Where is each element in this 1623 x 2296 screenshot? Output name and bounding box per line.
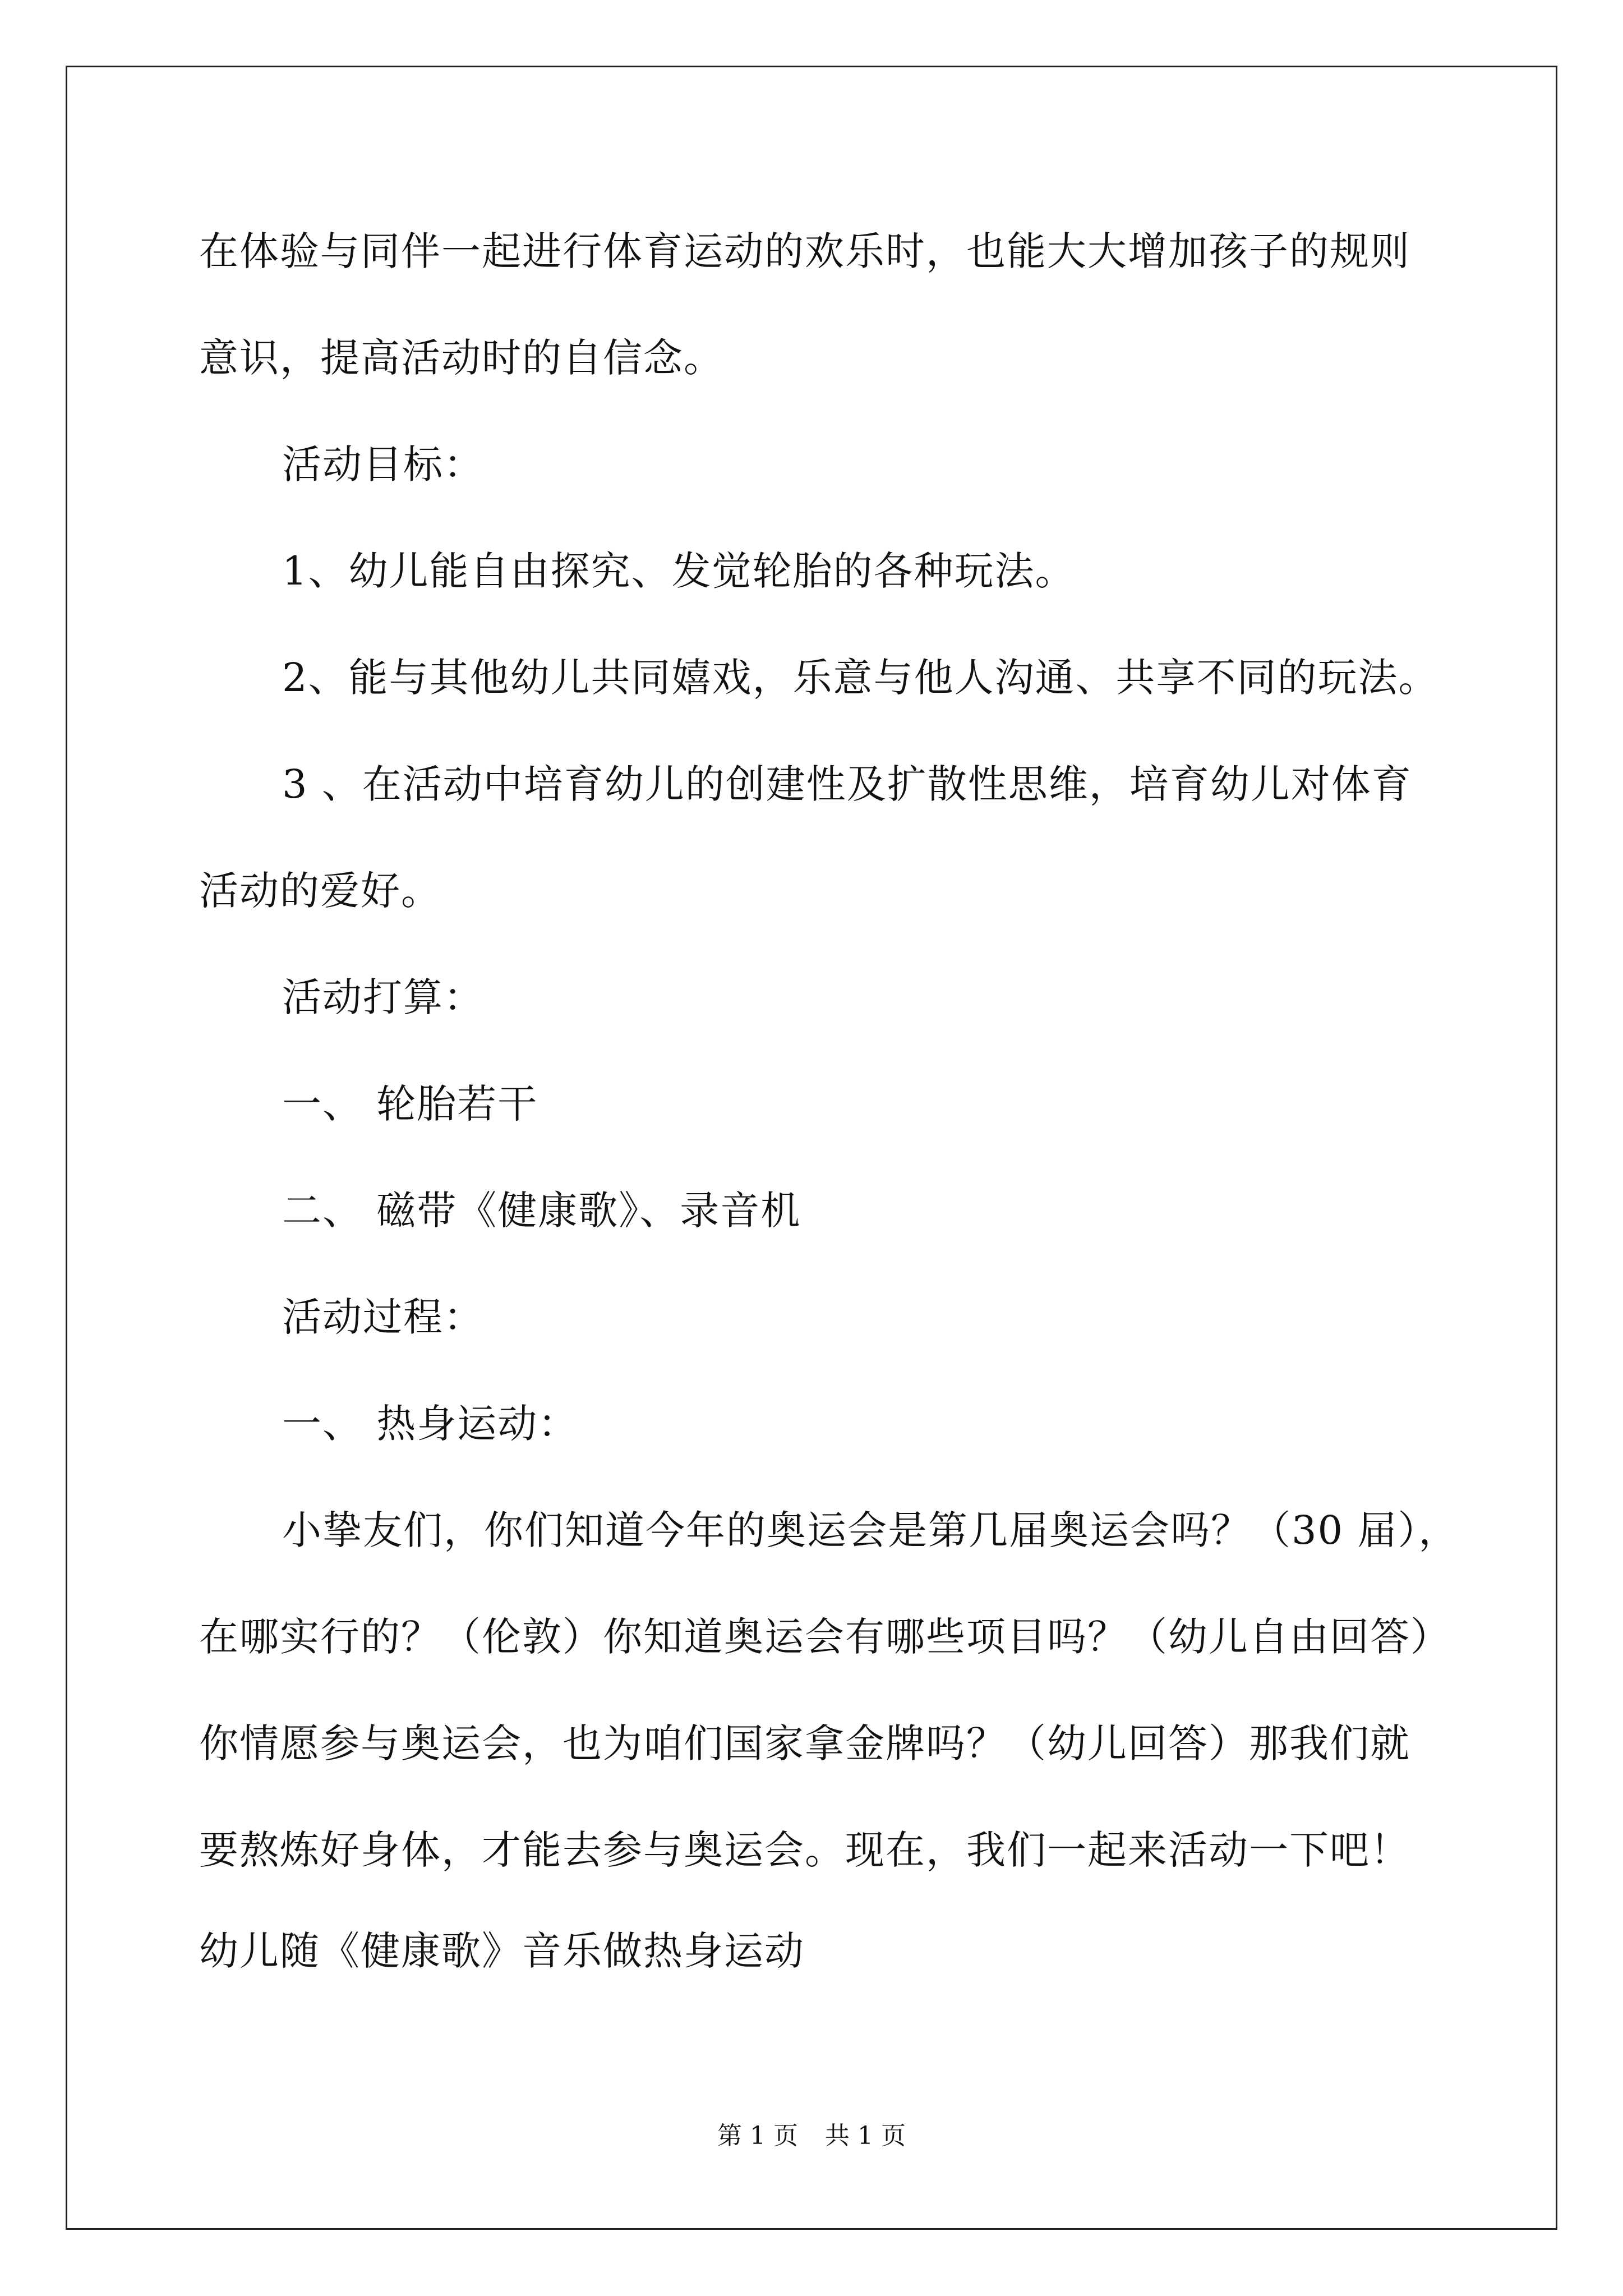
text-line: 幼儿随《健康歌》音乐做热身运动	[199, 1928, 805, 1974]
list-item: 一、 轮胎若干	[282, 1081, 538, 1127]
list-item: 1、幼儿能自由探究、发觉轮胎的各种玩法。	[282, 548, 1076, 594]
list-item: 2、能与其他幼儿共同嬉戏，乐意与他人沟通、共享不同的玩法。	[282, 655, 1439, 701]
text-line: 在哪实行的？（伦敦）你知道奥运会有哪些项目吗？（幼儿自由回答）	[199, 1614, 1451, 1660]
text-line: 在体验与同伴一起进行体育运动的欢乐时，也能大大增加孩子的规则	[199, 228, 1410, 274]
list-item: 3 、在活动中培育幼儿的创建性及扩散性思维，培育幼儿对体育	[282, 761, 1412, 807]
list-item: 二、 磁带《健康歌》、录音机	[282, 1188, 801, 1234]
page-number-total: 共 1 页	[825, 2122, 906, 2150]
text-line: 要熬炼好身体，才能去参与奥运会。现在，我们一起来活动一下吧！	[199, 1827, 1410, 1873]
page-footer	[0, 2120, 1623, 2152]
text-line: 你情愿参与奥运会，也为咱们国家拿金牌吗？（幼儿回答）那我们就	[199, 1720, 1410, 1766]
page-number-current: 第 1 页	[717, 2122, 798, 2150]
page-border	[66, 66, 1557, 2230]
list-item: 一、 热身运动：	[282, 1401, 579, 1447]
text-line: 意识，提高活动时的自信念。	[199, 335, 724, 381]
text-line: 小挚友们，你们知道今年的奥运会是第几届奥运会吗？（30 届），	[282, 1507, 1459, 1553]
section-heading: 活动打算：	[282, 974, 484, 1020]
text-line: 活动的爱好。	[199, 868, 441, 914]
section-heading: 活动过程：	[282, 1294, 484, 1340]
section-heading: 活动目标：	[282, 441, 484, 487]
